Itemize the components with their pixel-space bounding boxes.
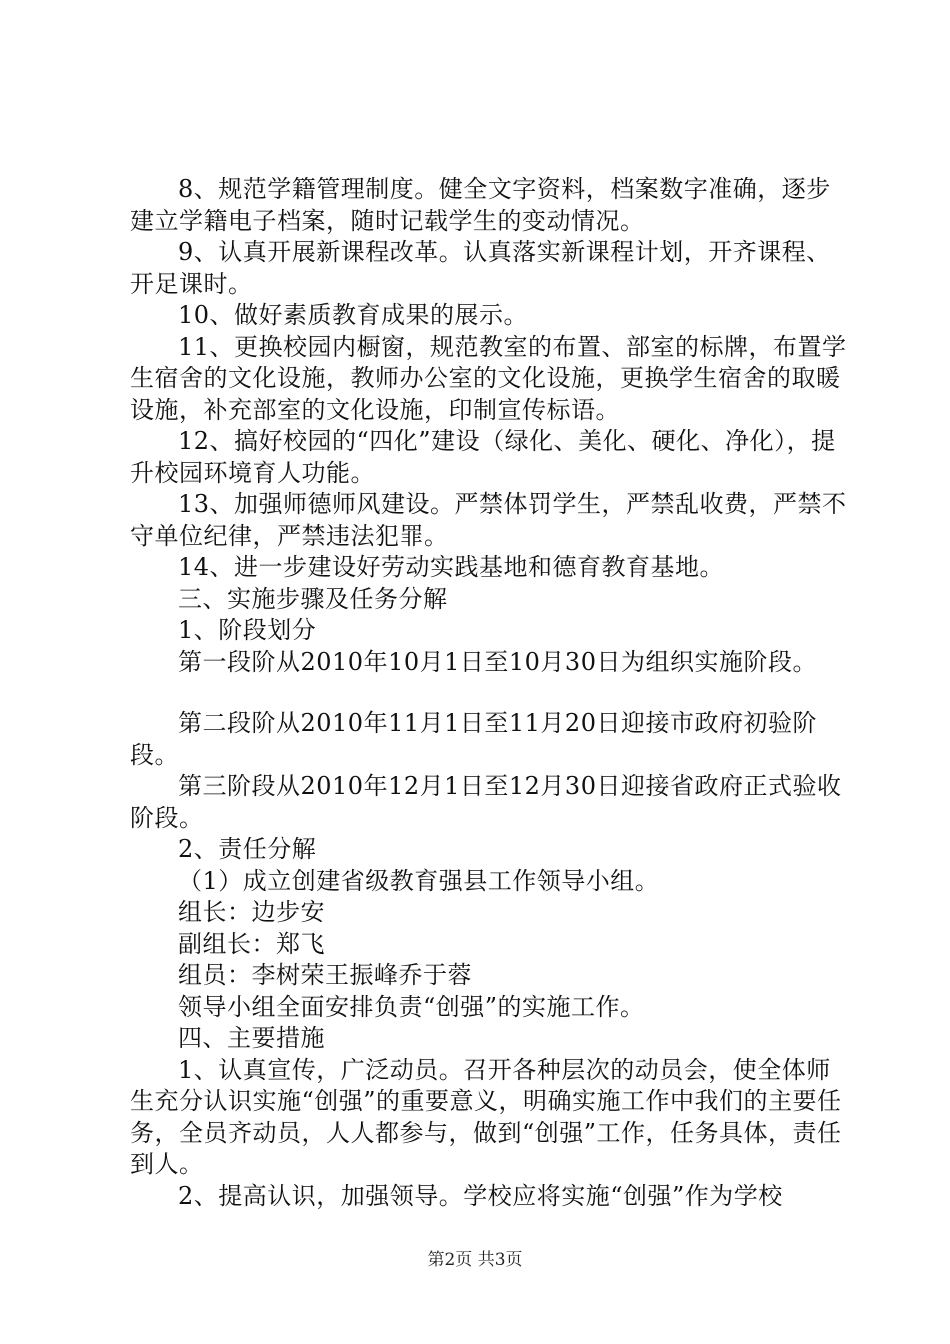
body-text	[130, 174, 850, 1212]
stage-one: 第一段阶从2010年10月1日至10月30日为组织实施阶段。	[178, 647, 817, 676]
leading-group-item: （1）成立创建省级教育强县工作领导小组。	[178, 866, 660, 895]
blank-line	[130, 678, 850, 708]
paragraph-12: 12、搞好校园的“四化”建设（绿化、美化、硬化、净化），提升校园环境育人功能。	[130, 427, 836, 487]
paragraph-8: 8、规范学籍管理制度。健全文字资料，档案数字准确，逐步建立学籍电子档案，随时记载学生的变动情况。	[130, 175, 831, 235]
paragraph-13: 13、加强师德师风建设。严禁体罚学生，严禁乱收费，严禁不守单位纪律，严禁违法犯罪。	[130, 490, 847, 550]
section-heading-3: 三、实施步骤及任务分解	[178, 584, 448, 613]
deputy-leader: 副组长：郑飞	[178, 929, 325, 958]
group-leader: 组长：边步安	[178, 898, 325, 926]
subheading-responsibility: 2、责任分解	[178, 835, 317, 863]
paragraph-14: 14、进一步建设好劳动实践基地和德育教育基地。	[178, 553, 725, 581]
measure-1: 1、认真宣传，广泛动员。召开各种层次的动员会，使全体师生充分认识实施“创强”的重要意义，明确实施工作中我们的主要任务，全员齐动员，人人都参与，做到“创强”工作，任务具体，责任到人。	[130, 1055, 842, 1178]
subheading-stage-division: 1、阶段划分	[178, 616, 317, 644]
stage-three: 第三阶段从2010年12月1日至12月30日迎接省政府正式验收阶段。	[130, 772, 842, 832]
page-footer: 第2页 共3页	[427, 1250, 523, 1270]
section-heading-4: 四、主要措施	[178, 1024, 325, 1052]
stage-two: 第二段阶从2010年11月1日至11月20日迎接市政府初验阶段。	[130, 709, 817, 769]
group-members: 组员：李树荣王振峰乔于蓉	[178, 961, 472, 989]
paragraph-10: 10、做好素质教育成果的展示。	[178, 301, 529, 329]
paragraph-11: 11、更换校园内橱窗，规范教室的布置、部室的标牌，布置学生宿舍的文化设施，教师办公室的文化设施，更换学生宿舍的取暖设施，补充部室的文化设施，印制宣传标语。	[130, 332, 847, 424]
paragraph-9: 9、认真开展新课程改革。认真落实新课程计划，开齐课程、开足课时。	[130, 238, 831, 298]
measure-2: 2、提高认识，加强领导。学校应将实施“创强”作为学校	[178, 1181, 783, 1210]
group-duty: 领导小组全面安排负责“创强”的实施工作。	[178, 992, 645, 1021]
